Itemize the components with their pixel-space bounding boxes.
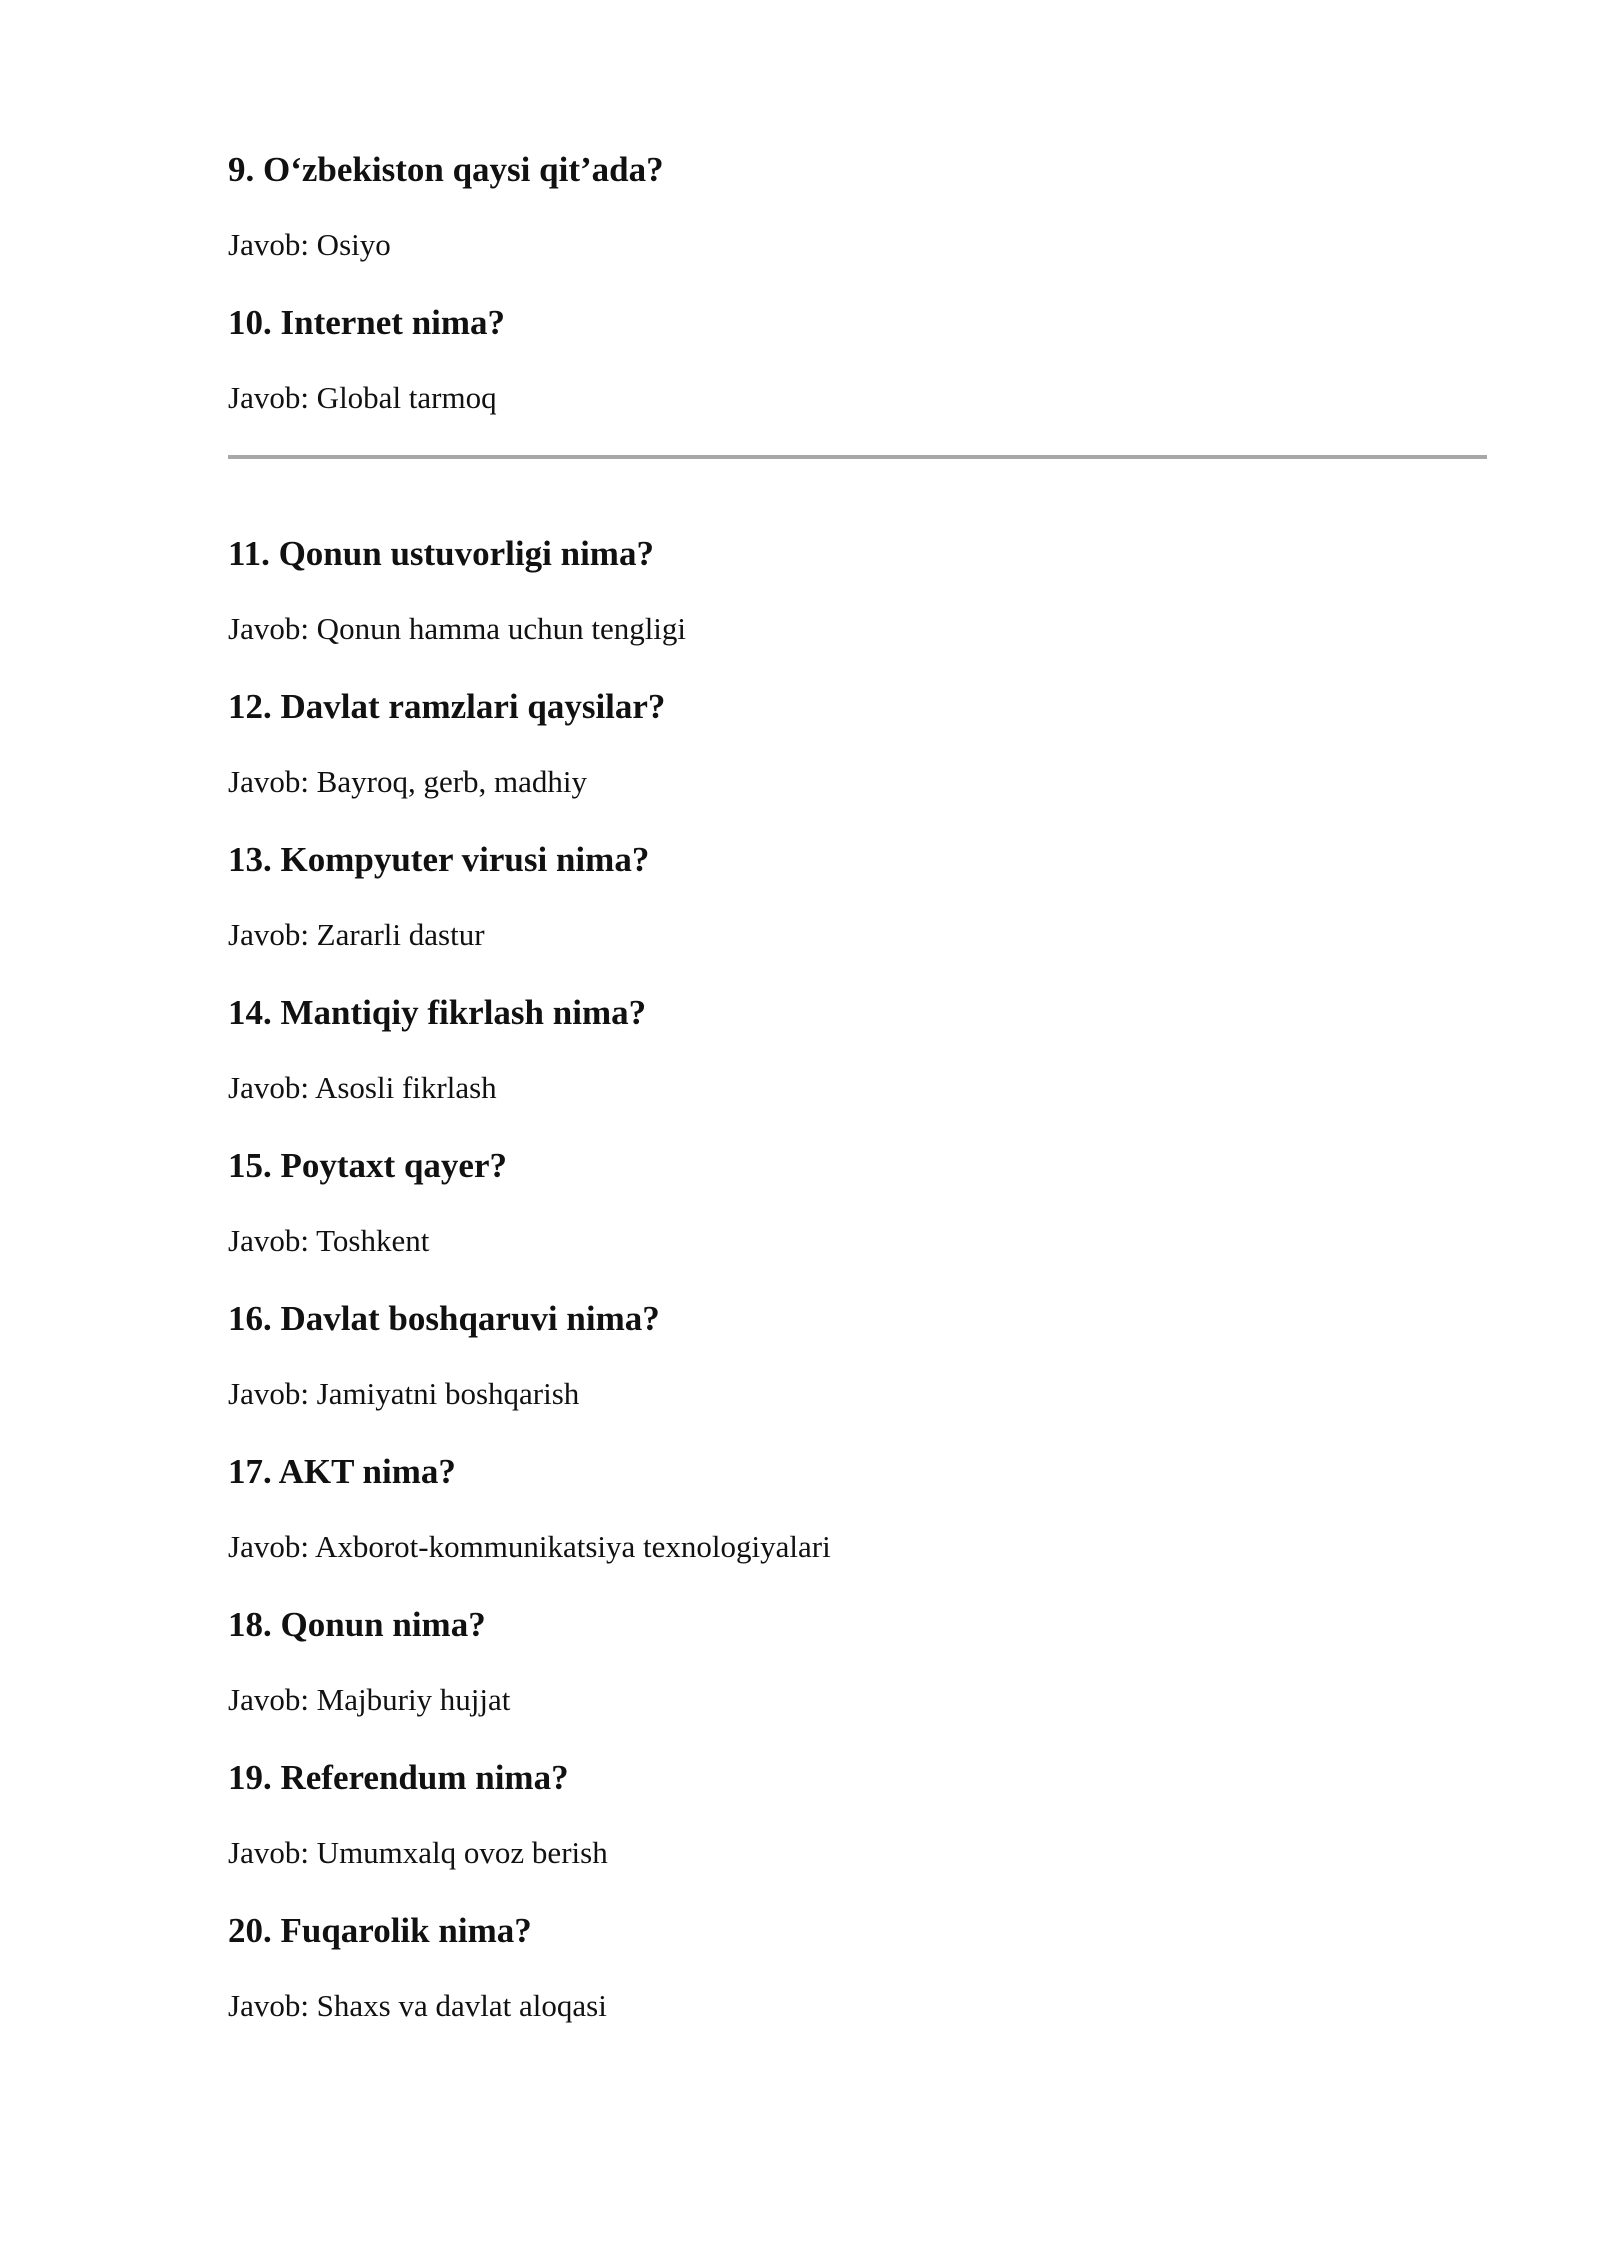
qa-item: [228, 838, 1488, 955]
question-heading: 17. AKT nima?: [228, 1452, 456, 1491]
answer-text: Javob: Umumxalq ovoz berish: [228, 1835, 608, 1870]
qa-section-2: [228, 459, 1488, 2026]
answer-text: Javob: Toshkent: [228, 1223, 430, 1258]
document-page: [228, 0, 1488, 2026]
question-heading: 19. Referendum nima?: [228, 1758, 569, 1797]
question-heading: 16. Davlat boshqaruvi nima?: [228, 1299, 660, 1338]
answer-text: Javob: Qonun hamma uchun tengligi: [228, 611, 687, 646]
qa-item: [228, 1603, 1488, 1720]
question-heading: 10. Internet nima?: [228, 303, 506, 342]
qa-item: [228, 1297, 1488, 1414]
qa-item: [228, 1144, 1488, 1261]
answer-text: Javob: Zararli dastur: [228, 917, 485, 952]
qa-item: [228, 1756, 1488, 1873]
question-heading: 9. O‘zbekiston qaysi qit’ada?: [228, 150, 664, 189]
question-heading: 18. Qonun nima?: [228, 1605, 486, 1644]
question-heading: 12. Davlat ramzlari qaysilar?: [228, 687, 666, 726]
answer-text: Javob: Asosli fikrlash: [228, 1070, 497, 1105]
qa-item: [228, 685, 1488, 802]
answer-text: Javob: Axborot-kommunikatsiya texnologiyalari: [228, 1529, 831, 1564]
question-heading: 13. Kompyuter virusi nima?: [228, 840, 650, 879]
question-heading: 11. Qonun ustuvorligi nima?: [228, 534, 654, 573]
answer-text: Javob: Bayroq, gerb, madhiy: [228, 764, 588, 799]
answer-text: Javob: Shaxs va davlat aloqasi: [228, 1988, 607, 2023]
qa-item: [228, 1909, 1488, 2026]
qa-item: [228, 1450, 1488, 1567]
answer-text: Javob: Jamiyatni boshqarish: [228, 1376, 580, 1411]
qa-item: [228, 148, 1488, 265]
qa-section-1: [228, 0, 1488, 418]
answer-text: Javob: Majburiy hujjat: [228, 1682, 511, 1717]
qa-item: [228, 532, 1488, 649]
qa-item: [228, 301, 1488, 418]
answer-text: Javob: Osiyo: [228, 227, 391, 262]
question-heading: 20. Fuqarolik nima?: [228, 1911, 532, 1950]
qa-item: [228, 991, 1488, 1108]
question-heading: 15. Poytaxt qayer?: [228, 1146, 507, 1185]
answer-text: Javob: Global tarmoq: [228, 380, 497, 415]
question-heading: 14. Mantiqiy fikrlash nima?: [228, 993, 647, 1032]
